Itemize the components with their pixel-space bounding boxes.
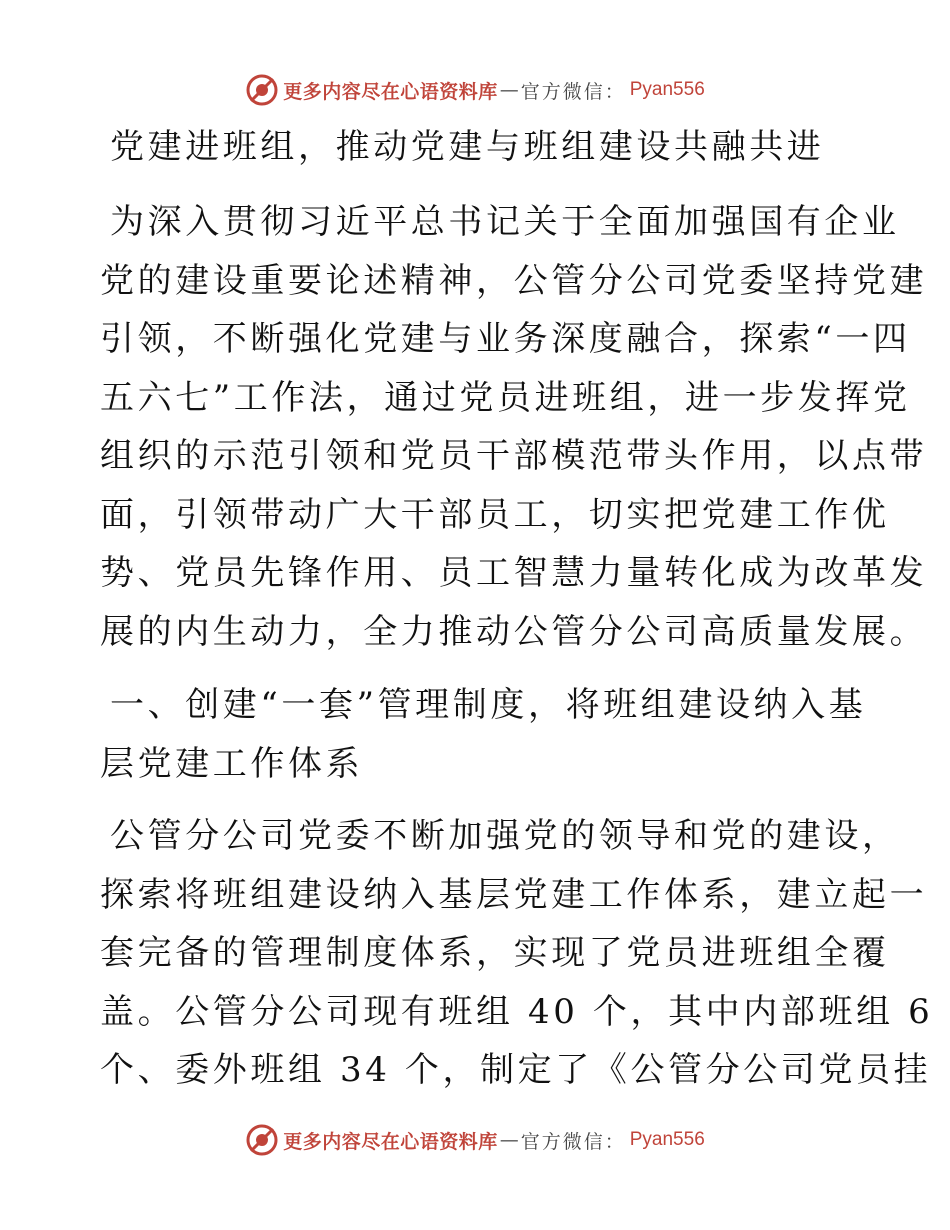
paragraph-line: 党的建设重要论述精神，公管分公司党委坚持党建: [100, 261, 928, 301]
paragraph-line: 套完备的管理制度体系，实现了党员进班组全覆: [100, 933, 890, 973]
section-heading: 层党建工作体系: [100, 744, 364, 784]
logo-icon: [245, 1123, 279, 1157]
paragraph-line: 探索将班组建设纳入基层党建工作体系，建立起一: [100, 875, 928, 915]
banner-wechat-id: Pyan556: [629, 1129, 705, 1150]
paragraph-line: 组织的示范引领和党员干部模范带头作用，以点带: [100, 436, 928, 476]
banner-text: 更多内容尽在心语资料库: [283, 1130, 498, 1153]
paragraph-line: 展的内生动力，全力推动公管分公司高质量发展。: [100, 612, 928, 652]
paragraph-line: 公管分公司党委不断加强党的领导和党的建设，: [110, 816, 900, 856]
section-heading: 一、创建“一套”管理制度，将班组建设纳入基: [110, 685, 867, 725]
logo-icon: [245, 73, 279, 107]
paragraph-line: 势、党员先锋作用、员工智慧力量转化成为改革发: [100, 553, 928, 593]
banner-wechat-id: Pyan556: [629, 79, 705, 100]
paragraph-line: 盖。公管分公司现有班组 40 个，其中内部班组 6: [100, 992, 934, 1032]
header-banner: [0, 70, 950, 110]
paragraph-line: 五六七”工作法，通过党员进班组，进一步发挥党: [100, 378, 911, 418]
document-title: 党建进班组，推动党建与班组建设共融共进: [110, 127, 825, 167]
banner-wechat-label: 官方微信：: [520, 80, 626, 103]
paragraph-line: 个、委外班组 34 个，制定了《公管分公司党员挂: [100, 1050, 932, 1090]
banner-wechat-label: 官方微信：: [520, 1130, 626, 1153]
paragraph-line: 为深入贯彻习近平总书记关于全面加强国有企业: [110, 202, 900, 242]
paragraph-line: 面，引领带动广大干部员工，切实把党建工作优: [100, 495, 890, 535]
banner-dash: —: [499, 79, 519, 101]
footer-banner: [0, 1120, 950, 1160]
banner-dash: —: [499, 1129, 519, 1151]
paragraph-line: 引领，不断强化党建与业务深度融合，探索“一四: [100, 319, 911, 359]
banner-text: 更多内容尽在心语资料库: [283, 80, 498, 103]
